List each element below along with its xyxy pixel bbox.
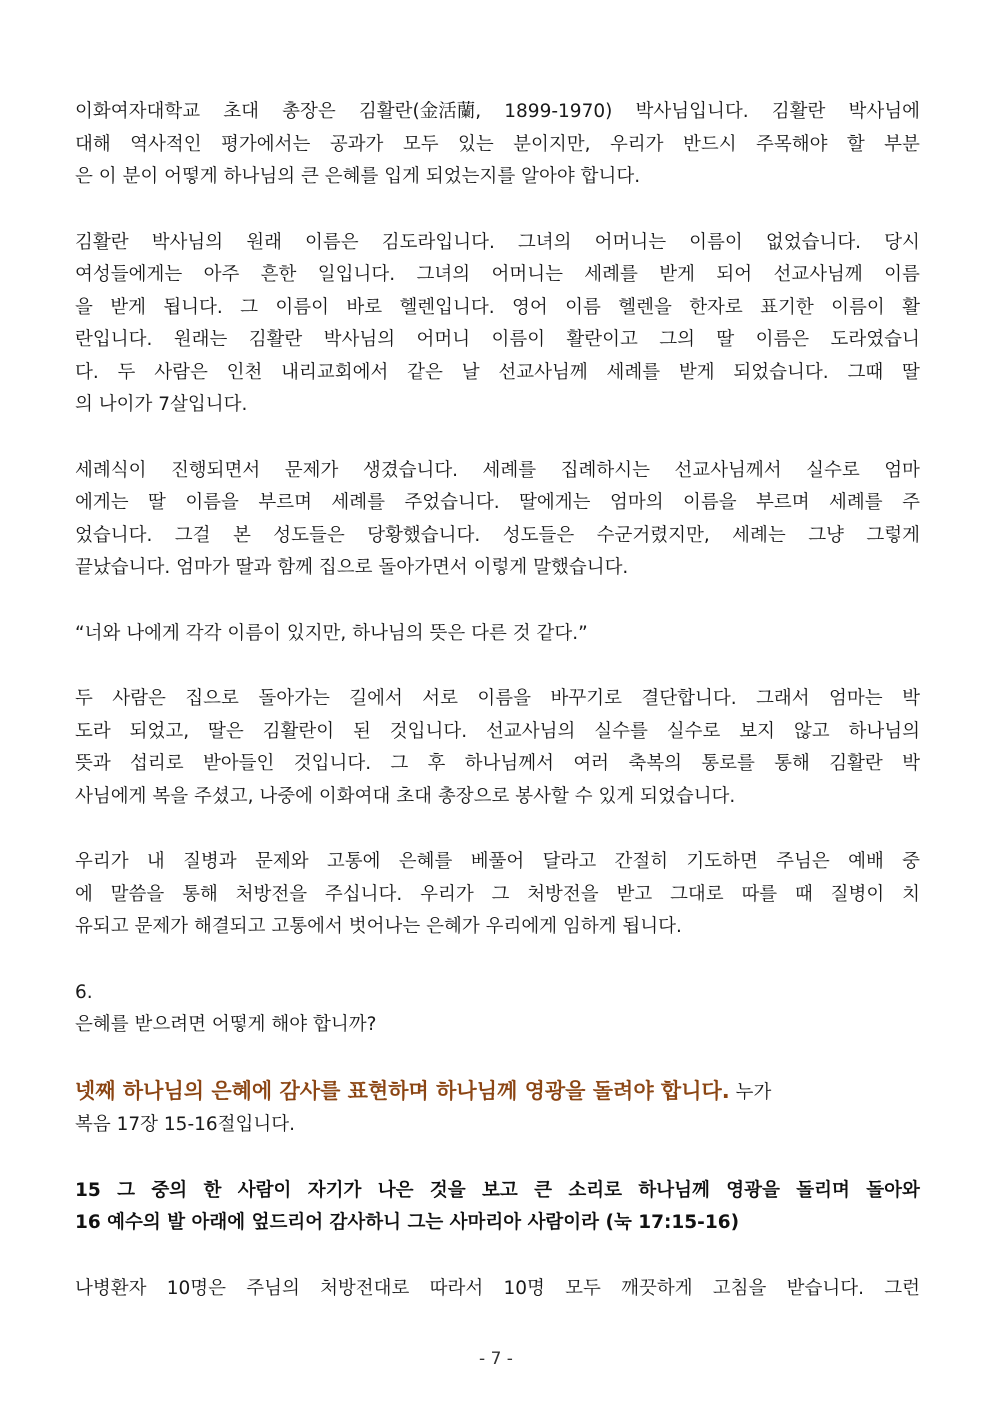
text-line: 끝났습니다. 엄마가 딸과 함께 집으로 돌아가면서 이렇게 말했습니다. (75, 557, 629, 578)
text-line: 을 받게 됩니다. 그 이름이 바로 헬렌입니다. 영어 이름 헬렌을 한자로 표기한 이름이 활 (75, 296, 920, 318)
section-number: 6. (75, 981, 93, 1003)
section-six-question (75, 977, 920, 1042)
scripture-quote (75, 1175, 920, 1240)
text-line: 세례식이 진행되면서 문제가 생겼습니다. 세례를 집례하시는 선교사님께서 실수로 엄마 (75, 459, 920, 481)
emphasis-heading: 넷째 하나님의 은혜에 감사를 표현하며 하나님께 영광을 돌려야 합니다. (75, 1078, 730, 1103)
text-line: 나병환자 10명은 주님의 처방전대로 따라서 10명 모두 깨끗하게 고침을 받습니다. 그런 (75, 1277, 920, 1299)
paragraph-baptism (75, 455, 920, 585)
text-line: 뜻과 섭리로 받아들인 것입니다. 그 후 하나님께서 여러 축복의 통로를 통해 김활란 박 (75, 753, 920, 774)
text-line: 은 이 분이 어떻게 하나님의 큰 은혜를 입게 되었는지를 알아야 합니다. (75, 166, 641, 187)
text-line: 김활란 박사님의 원래 이름은 김도라입니다. 그녀의 어머니는 이름이 없었습니다. 당시 (75, 231, 920, 253)
text-line: 유되고 문제가 해결되고 고통에서 벗어나는 은혜가 우리에게 임하게 됩니다. (75, 916, 682, 937)
text-line: 우리가 내 질병과 문제와 고통에 은혜를 베풀어 달라고 간절히 기도하면 주님은 예배 중 (75, 851, 920, 872)
text-line: 여성들에게는 아주 흔한 일입니다. 그녀의 어머니는 세례를 받게 되어 선교사님께 이름 (75, 264, 920, 285)
paragraph-original-name (75, 227, 920, 422)
scripture-line: 16 예수의 발 아래에 엎드리어 감사하니 그는 사마리아 사람이라 (눅 17:15-16) (75, 1212, 740, 1233)
document-page (75, 96, 920, 1338)
paragraph-prescription (75, 846, 920, 944)
text-line: 다. 두 사람은 인천 내리교회에서 같은 날 선교사님께 세례를 받게 되었습니다. 그때 딸 (75, 361, 920, 383)
text-line: 이화여자대학교 초대 총장은 김활란(金活蘭, 1899-1970) 박사님입니다. 김활란 박사님에 (75, 101, 920, 122)
page-number: - 7 - (479, 1349, 513, 1369)
text-line: 란입니다. 원래는 김활란 박사님의 어머니 이름이 활란이고 그의 딸 이름은 도라였습니 (75, 329, 920, 350)
paragraph-quote (75, 618, 920, 651)
heading-continuation: 누가 (729, 1081, 772, 1103)
text-line (75, 1075, 920, 1110)
text-line: 두 사람은 집으로 돌아가는 길에서 서로 이름을 바꾸기로 결단합니다. 그래서 엄마는 박 (75, 688, 920, 709)
text-line: 의 나이가 7살입니다. (75, 394, 248, 415)
section-question: 은혜를 받으려면 어떻게 해야 합니까? (75, 1014, 377, 1035)
text-line: 었습니다. 그걸 본 성도들은 당황했습니다. 성도들은 수군거렸지만, 세례는 그냥 그렇게 (75, 524, 920, 546)
text-line: 에 말씀을 통해 처방전을 주십니다. 우리가 그 처방전을 받고 그대로 따를 때 질병이 치 (75, 883, 920, 905)
text-line: 사님에게 복을 주셨고, 나중에 이화여대 초대 총장으로 봉사할 수 있게 되었습니다. (75, 785, 736, 807)
text-line: 도라 되었고, 딸은 김활란이 된 것입니다. 선교사님의 실수를 실수로 보지 않고 하나님의 (75, 720, 920, 742)
scripture-line: 15 그 중의 한 사람이 자기가 나은 것을 보고 큰 소리로 하나님께 영광을 돌리며 돌아와 (75, 1179, 920, 1201)
paragraph-lepers (75, 1273, 920, 1306)
paragraph-fourth-point (75, 1075, 920, 1142)
text-line: 복음 17장 15-16절입니다. (75, 1114, 296, 1135)
quote-line: “너와 나에게 각각 이름이 있지만, 하나님의 뜻은 다른 것 같다.” (75, 622, 588, 644)
paragraph-name-exchange (75, 683, 920, 813)
text-line: 대해 역사적인 평가에서는 공과가 모두 있는 분이지만, 우리가 반드시 주목해야 할 부분 (75, 133, 920, 155)
paragraph-ewha-intro (75, 96, 920, 194)
text-line: 에게는 딸 이름을 부르며 세례를 주었습니다. 딸에게는 엄마의 이름을 부르며 세례를 주 (75, 492, 920, 513)
